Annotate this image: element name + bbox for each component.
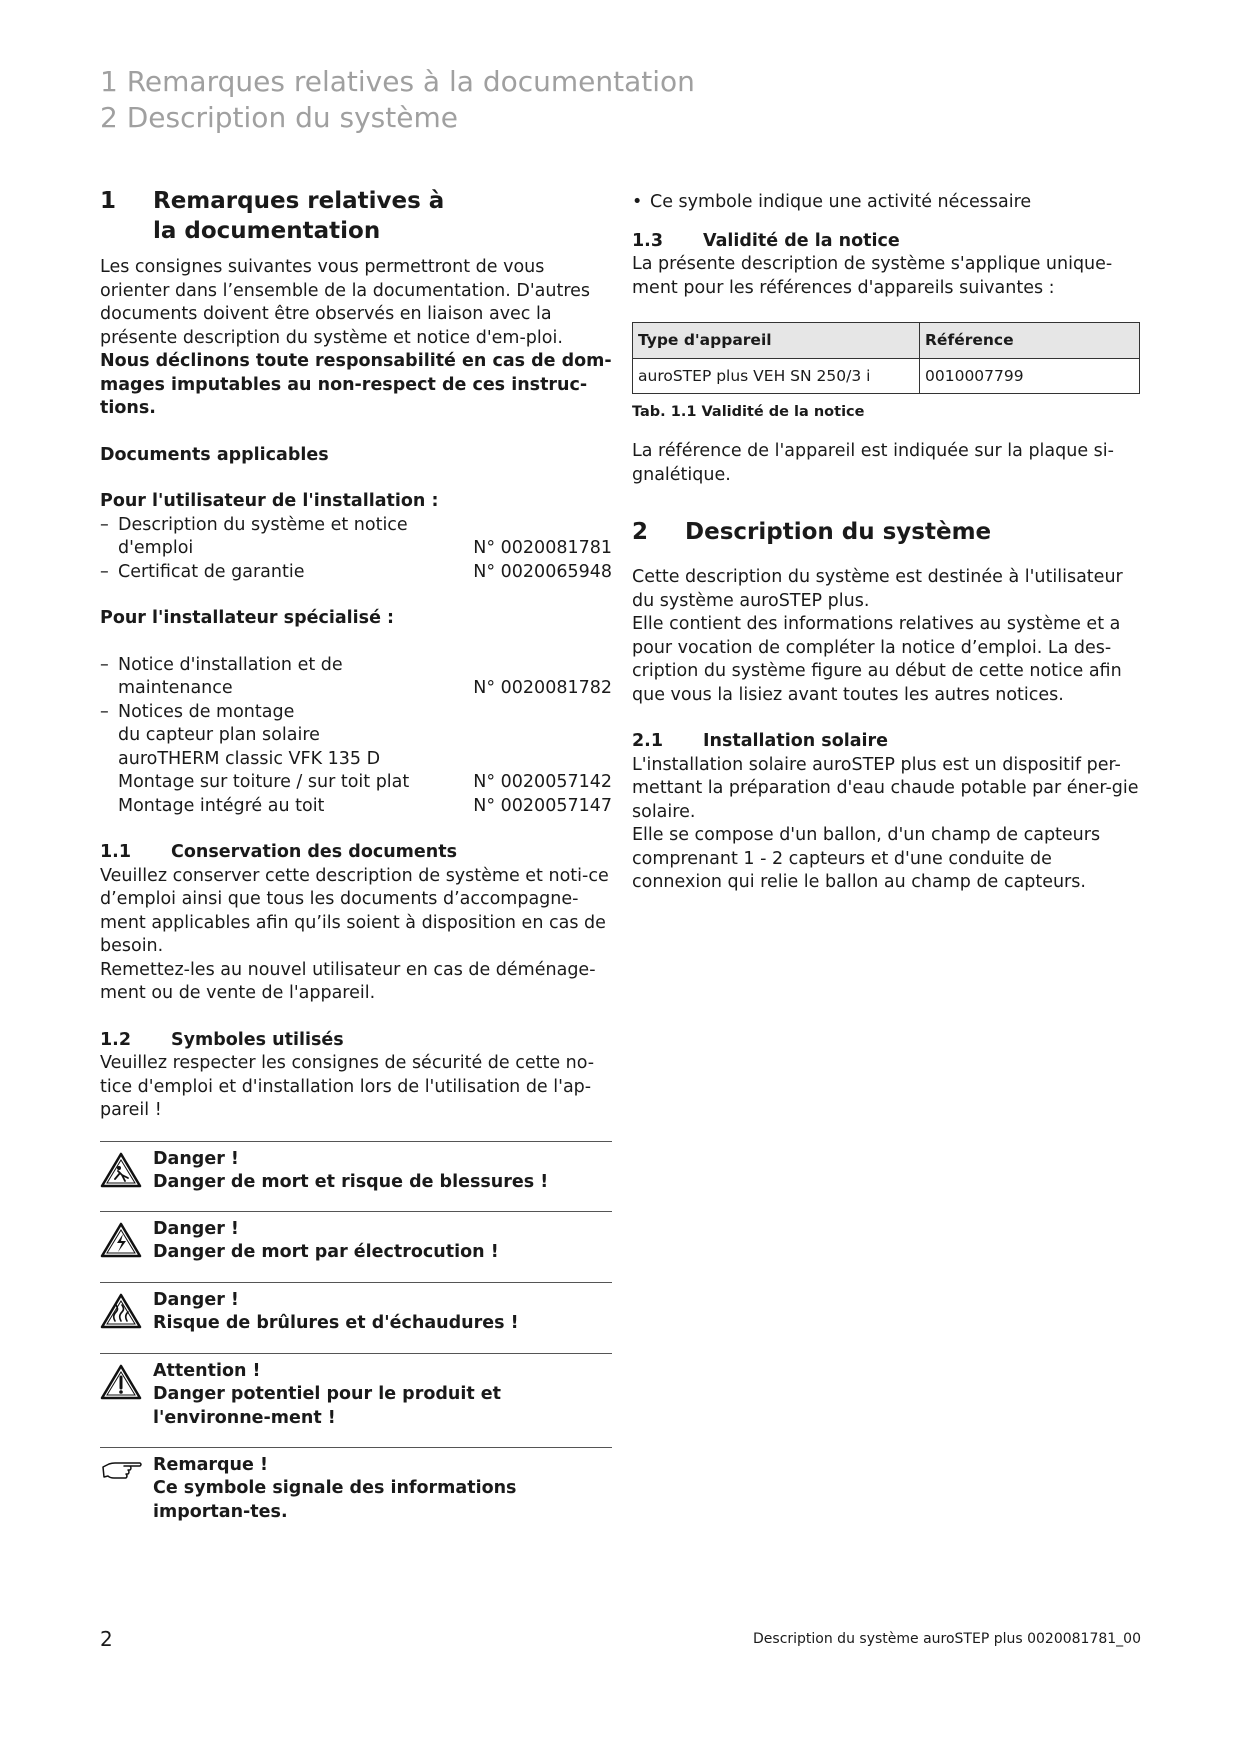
section-title: Conservation des documents [171, 842, 458, 862]
table-header: Type d'appareil [633, 323, 920, 359]
document-reference-footer: Description du système auroSTEP plus 0020081781_00 [753, 1631, 1141, 1647]
document-label: Notice d'installation et de [118, 654, 343, 675]
paragraph: Elle contient des informations relatives au système et a pour vocation de compléter la notice d’emploi. La des-cription du système figure au début de cette notice afin que vous la lisiez avant toutes les autres notices. [632, 614, 1122, 705]
document-reference: N° 0020057147 [473, 795, 612, 816]
warning-block [100, 1282, 612, 1353]
table-header: Référence [920, 323, 1140, 359]
warning-text: Ce symbole signale des informations importan-tes. [153, 1478, 517, 1522]
section-title: Validité de la notice [703, 230, 900, 251]
document-label: Notices de montage [118, 701, 295, 722]
section-2-1-heading [632, 730, 1142, 754]
paragraph: Veuillez respecter les consignes de sécurité de cette no-tice d'emploi et d'installation lors de l'utilisation de l'ap-pareil ! [100, 1053, 595, 1120]
validity-table [632, 322, 1140, 394]
warning-block [100, 1211, 612, 1282]
pointing-hand-icon [100, 1454, 153, 1527]
header-line-1: 1 Remarques relatives à la documentation [100, 65, 695, 98]
document-reference: N° 0020081781 [473, 538, 612, 558]
section-number: 1.3 [632, 230, 664, 251]
document-reference: N° 0020081782 [473, 678, 612, 698]
bullet-text: Ce symbole indique une activité nécessaire [650, 192, 1032, 212]
left-column [100, 186, 612, 1527]
paragraph: Veuillez conserver cette description de système et noti-ce d’emploi ainsi que tous les documents d’accompagne-ment applicables afin qu’ils soient à disposition en cas de besoin. [100, 865, 609, 956]
section-number: 2 [632, 519, 649, 545]
attention-icon [100, 1360, 153, 1447]
paragraph: Cette description du système est destinée à l'utilisateur du système auroSTEP plus. [632, 567, 1123, 611]
table-header-row [633, 323, 1140, 359]
installer-documents-heading: Pour l'installateur spécialisé : [100, 608, 395, 628]
paragraph: L'installation solaire auroSTEP plus est un dispositif per-mettant la préparation d'eau chaude potable par éner-gie solaire. [632, 754, 1139, 822]
section-title: Description du système [685, 519, 992, 545]
document-label: Description du système et notice [118, 514, 408, 535]
warning-block [100, 1141, 612, 1211]
bullet-icon: • [632, 192, 643, 212]
document-item: – Certificat de garantie N° 0020065948 [100, 561, 612, 585]
page-number: 2 [100, 1627, 113, 1651]
paragraph: La présente description de système s'applique unique-ment pour les références d'appareils suivantes : [632, 254, 1113, 298]
section-title: Remarques relatives à la documentation [153, 188, 445, 244]
intro-paragraph: Les consignes suivantes vous permettront de vous orienter dans l’ensemble de la documentation. D'autres documents doivent être observés en liaison avec la présente description du système et notice d'em-ploi. [100, 257, 591, 348]
electrocution-icon [100, 1218, 153, 1282]
paragraph: La référence de l'appareil est indiquée sur la plaque si-gnalétique. [632, 441, 1114, 485]
document-label-cont: du capteur plan solaire [118, 725, 320, 745]
header-line-2: 2 Description du système [100, 101, 458, 134]
paragraph: Remettez-les au nouvel utilisateur en cas de déménage-ment ou de vente de l'appareil. [100, 959, 596, 1003]
warning-title: Danger ! [153, 1218, 239, 1239]
section-1-1-heading [100, 841, 612, 865]
right-column [632, 186, 1142, 895]
warning-title: Attention ! [153, 1360, 261, 1381]
section-number: 1.1 [100, 842, 132, 862]
warning-title: Danger ! [153, 1289, 239, 1310]
danger-injury-icon [100, 1148, 153, 1211]
warning-block [100, 1447, 612, 1527]
warning-title: Danger ! [153, 1148, 239, 1169]
document-label-cont: d'emploi [118, 538, 194, 558]
disclaimer-paragraph: Nous déclinons toute responsabilité en cas de dom-mages imputables au non-respect de ces instruc-tions. [100, 351, 612, 418]
table-caption: Tab. 1.1 Validité de la notice [632, 404, 865, 420]
documents-heading: Documents applicables [100, 444, 329, 465]
user-documents-heading: Pour l'utilisateur de l'installation : [100, 491, 439, 511]
section-title: Installation solaire [703, 731, 889, 751]
document-label-cont: maintenance [118, 678, 233, 698]
section-number: 1.2 [100, 1029, 132, 1050]
document-label: Certificat de garantie [118, 561, 305, 582]
table-row [633, 358, 1140, 394]
warning-text: Danger de mort par électrocution ! [153, 1242, 499, 1262]
section-number: 1 [100, 188, 117, 214]
document-sub-label: Montage intégré au toit [118, 795, 325, 816]
burn-icon [100, 1289, 153, 1353]
warning-text: Risque de brûlures et d'échaudures ! [153, 1313, 519, 1333]
section-title: Symboles utilisés [171, 1029, 344, 1050]
section-2-heading [632, 517, 1142, 547]
page-header [100, 64, 695, 136]
section-1-3-heading [632, 230, 1142, 254]
section-1-heading [100, 186, 612, 246]
warning-title: Remarque ! [153, 1454, 268, 1475]
bullet-item [632, 186, 1142, 215]
warning-text: Danger potentiel pour le produit et l'environne-ment ! [153, 1384, 502, 1428]
document-reference: N° 0020057142 [473, 772, 612, 792]
document-reference: N° 0020065948 [473, 561, 612, 582]
warning-text: Danger de mort et risque de blessures ! [153, 1172, 549, 1192]
paragraph: Elle se compose d'un ballon, d'un champ de capteurs comprenant 1 - 2 capteurs et d'une conduite de connexion qui relie le ballon au champ de capteurs. [632, 825, 1101, 892]
table-cell: auroSTEP plus VEH SN 250/3 i [633, 358, 920, 394]
warning-block [100, 1353, 612, 1447]
document-item: – Notices de montage du capteur plan solaire auroTHERM classic VFK 135 D Montage sur toiture / sur toit plat N° 0020057142 Montage intégré au toit N° 0020057147 [100, 701, 612, 819]
document-item: – Description du système et notice d'emploi N° 0020081781 [100, 514, 612, 561]
section-1-2-heading [100, 1029, 612, 1053]
document-sub-label: Montage sur toiture / sur toit plat [118, 772, 410, 792]
document-label-cont: auroTHERM classic VFK 135 D [118, 748, 381, 769]
table-cell: 0010007799 [920, 358, 1140, 394]
document-item: – Notice d'installation et de maintenance N° 0020081782 [100, 654, 612, 701]
section-number: 2.1 [632, 731, 664, 751]
